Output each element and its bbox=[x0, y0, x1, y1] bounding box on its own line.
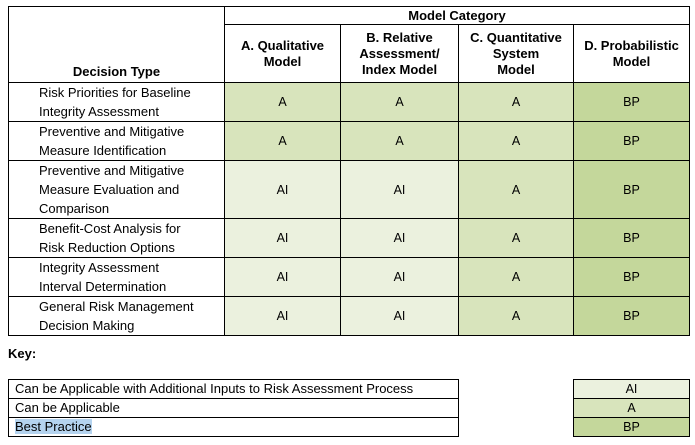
table-row bbox=[9, 219, 690, 258]
table-cell: AI bbox=[225, 161, 341, 219]
row-label-measure-identification: Preventive and Mitigative Measure Identification bbox=[9, 122, 225, 161]
col-header-relative-assessment: B. Relative Assessment/ Index Model bbox=[341, 25, 459, 83]
table-cell: A bbox=[459, 219, 574, 258]
table-cell: A bbox=[459, 258, 574, 297]
table-cell: A bbox=[459, 297, 574, 336]
key-spacer bbox=[459, 418, 574, 437]
table-cell: AI bbox=[225, 258, 341, 297]
key-description: Can be Applicable with Additional Inputs to Risk Assessment Process bbox=[9, 380, 459, 399]
key-code: A bbox=[574, 399, 690, 418]
table-cell: A bbox=[341, 83, 459, 122]
table-cell: AI bbox=[341, 161, 459, 219]
key-table bbox=[8, 379, 690, 437]
key-row bbox=[9, 399, 690, 418]
row-label-interval-determination: Integrity Assessment Interval Determination bbox=[9, 258, 225, 297]
col-header-probabilistic: D. Probabilistic Model bbox=[574, 25, 690, 83]
key-code: BP bbox=[574, 418, 690, 437]
model-category-header: Model Category bbox=[225, 7, 690, 25]
table-cell: BP bbox=[574, 297, 690, 336]
row-label-measure-evaluation: Preventive and Mitigative Measure Evaluation and Comparison bbox=[9, 161, 225, 219]
col-header-qualitative: A. Qualitative Model bbox=[225, 25, 341, 83]
table-cell: A bbox=[459, 161, 574, 219]
model-category-table bbox=[8, 6, 690, 336]
table-cell: BP bbox=[574, 161, 690, 219]
table-cell: A bbox=[459, 83, 574, 122]
table-cell: A bbox=[225, 83, 341, 122]
row-label-benefit-cost: Benefit-Cost Analysis for Risk Reduction Options bbox=[9, 219, 225, 258]
table-cell: BP bbox=[574, 219, 690, 258]
table-cell: A bbox=[225, 122, 341, 161]
table-row bbox=[9, 122, 690, 161]
table-cell: AI bbox=[341, 258, 459, 297]
table-cell: BP bbox=[574, 83, 690, 122]
table-row bbox=[9, 161, 690, 219]
table-row bbox=[9, 258, 690, 297]
table-cell: AI bbox=[225, 219, 341, 258]
row-label-decision-making: General Risk Management Decision Making bbox=[9, 297, 225, 336]
key-row bbox=[9, 418, 690, 437]
key-code: AI bbox=[574, 380, 690, 399]
decision-type-header: Decision Type bbox=[9, 7, 225, 83]
selected-text[interactable]: Best Practice bbox=[15, 419, 92, 434]
key-title: Key: bbox=[8, 346, 37, 361]
table-cell: A bbox=[341, 122, 459, 161]
key-spacer bbox=[459, 380, 574, 399]
table-cell: AI bbox=[341, 297, 459, 336]
table-cell: BP bbox=[574, 258, 690, 297]
table-cell: A bbox=[459, 122, 574, 161]
table-cell: BP bbox=[574, 122, 690, 161]
key-row bbox=[9, 380, 690, 399]
key-description[interactable] bbox=[9, 418, 459, 437]
key-spacer bbox=[459, 399, 574, 418]
row-label-risk-priorities: Risk Priorities for Baseline Integrity Assessment bbox=[9, 83, 225, 122]
table-cell: AI bbox=[225, 297, 341, 336]
key-description: Can be Applicable bbox=[9, 399, 459, 418]
table-row bbox=[9, 83, 690, 122]
table-cell: AI bbox=[341, 219, 459, 258]
table-row bbox=[9, 297, 690, 336]
col-header-quantitative-system: C. Quantitative System Model bbox=[459, 25, 574, 83]
